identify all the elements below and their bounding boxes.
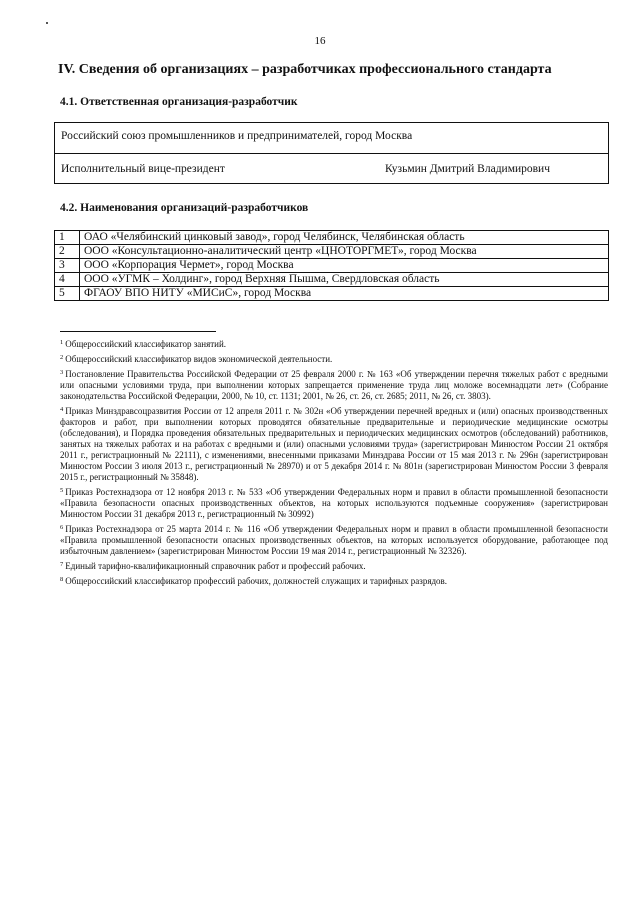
organization-name: ООО «УГМК – Холдинг», город Верхняя Пышма, Свердловская область	[80, 273, 609, 287]
footnotes	[60, 337, 608, 589]
responsible-position: Исполнительный вице-президент	[61, 163, 225, 175]
organization-name: ФГАОУ ВПО НИТУ «МИСиС», город Москва	[80, 287, 609, 301]
row-number: 4	[55, 273, 80, 287]
footnote	[60, 367, 608, 402]
developers-heading: 4.2. Наименования организаций-разработчиков	[60, 202, 309, 214]
row-number: 3	[55, 259, 80, 273]
footnote-mark: 6	[60, 524, 64, 531]
organization-name: ОАО «Челябинский цинковый завод», город Челябинск, Челябинская область	[80, 231, 609, 245]
footnote-text: Приказ Ростехнадзора от 25 марта 2014 г. № 116 «Об утверждении Федеральных норм и правил в области промышленной безопасности «Правила промышленной безопасности опасных производственных объектов, на которых используется оборудование, работающее под избыточным давлением» (зарегистрирован Минюстом России 19 мая 2014 г., регистрационный № 32326).	[60, 524, 608, 556]
page-number: 16	[314, 35, 326, 47]
responsible-org-row	[55, 123, 608, 153]
footnote	[60, 352, 608, 365]
footnote-separator	[60, 331, 216, 332]
footnote	[60, 574, 608, 587]
table-row	[55, 287, 609, 301]
responsible-heading: 4.1. Ответственная организация-разработчик	[60, 96, 298, 108]
scan-speck	[46, 22, 48, 24]
footnote-text: Общероссийский классификатор профессий рабочих, должностей служащих и тарифных разрядов.	[65, 576, 448, 586]
footnote-mark: 5	[60, 487, 64, 494]
organization-name: ООО «Консультационно-аналитический центр «ЦНОТОРГМЕТ», город Москва	[80, 245, 609, 259]
footnote	[60, 559, 608, 572]
footnote-mark: 4	[60, 406, 64, 413]
footnote	[60, 522, 608, 557]
footnote	[60, 337, 608, 350]
responsible-signatory-row	[55, 153, 608, 183]
footnote	[60, 485, 608, 520]
table-row	[55, 245, 609, 259]
organization-name: ООО «Корпорация Чермет», город Москва	[80, 259, 609, 273]
responsible-person: Кузьмин Дмитрий Владимирович	[385, 163, 550, 175]
row-number: 1	[55, 231, 80, 245]
responsible-organization: Российский союз промышленников и предпринимателей, город Москва	[61, 130, 413, 142]
row-number: 5	[55, 287, 80, 301]
footnote-text: Постановление Правительства Российской Федерации от 25 февраля 2000 г. № 163 «Об утверждении перечня тяжелых работ с вредными или опасными условиями труда, при выполнении которых запрещается применение труда лиц моложе восемнадцати лет» (Собрание законодательства Российской Федерации, 2000, № 10, ст. 1131; 2001, № 26, ст. 26, ст. 2685; 2011, № 26, ст. 3803).	[60, 369, 608, 401]
footnote-text: Приказ Минздравсоцразвития России от 12 апреля 2011 г. № 302н «Об утверждении перечней вредных и (или) опасных производственных факторов и работ, при выполнении которых проводятся обязательные предварительные и периодические медицинские осмотры (обследования), и Порядка проведения обязательных предварительных и периодических медицинских осмотров (обследований) работников, занятых на тяжелых работах и на работах с вредными и (или) опасными условиями труда» (зарегистрирован Минюстом России 21 октября 2011 г., регистрационный № 22111), с изменениями, внесенными приказами Минздрава России от 15 мая 2013 г. № 296н (зарегистрирован Минюстом России 3 июля 2013 г., регистрационный № 28970) и от 5 декабря 2014 г. № 801н (зарегистрирован Минюстом России 3 февраля 2015 г., регистрационный № 35848).	[60, 406, 608, 482]
footnote-mark: 2	[60, 354, 64, 361]
footnote-text: Приказ Ростехнадзора от 12 ноября 2013 г. № 533 «Об утверждении Федеральных норм и правил в области промышленной безопасности «Правила безопасности опасных производственных объектов, на которых используются подъемные сооружения» (зарегистрирован Минюстом России 31 декабря 2013 г., регистрационный № 30992)	[60, 487, 608, 519]
table-row	[55, 231, 609, 245]
footnote	[60, 404, 608, 483]
footnote-mark: 1	[60, 339, 64, 346]
footnote-text: Общероссийский классификатор видов экономической деятельности.	[65, 354, 333, 364]
row-number: 2	[55, 245, 80, 259]
developers-table	[54, 230, 609, 301]
footnote-text: Единый тарифно-квалификационный справочник работ и профессий рабочих.	[65, 561, 366, 571]
footnote-mark: 7	[60, 561, 64, 568]
table-row	[55, 273, 609, 287]
section-title: IV. Сведения об организациях – разработчиках профессионального стандарта	[58, 62, 552, 77]
table-row	[55, 259, 609, 273]
footnote-mark: 3	[60, 369, 64, 376]
footnote-mark: 8	[60, 576, 64, 583]
responsible-organization-box	[54, 122, 609, 184]
footnote-text: Общероссийский классификатор занятий.	[65, 339, 227, 349]
